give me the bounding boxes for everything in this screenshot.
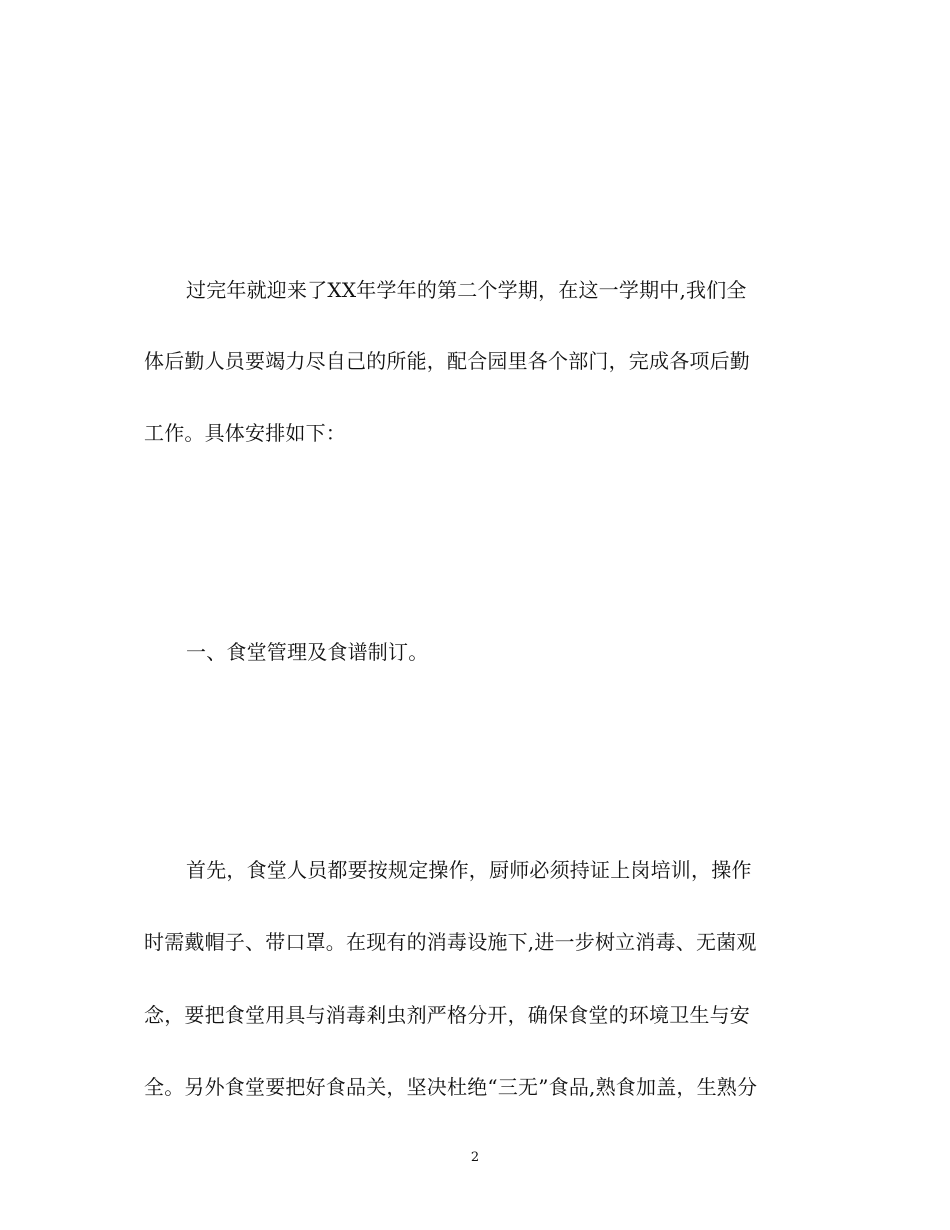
intro-line-1: 过完年就迎来了XX年学年的第二个学期，在这一学期中,我们全 [186, 278, 747, 302]
intro-line-3: 工作。具体安排如下： [144, 421, 346, 445]
page-number: 2 [470, 1150, 480, 1165]
body-line-1: 首先，食堂人员都要按规定操作，厨师必须持证上岗培训，操作 [186, 858, 752, 882]
body-line-3: 念，要把食堂用具与消毒剎虫剂严格分开，确保食堂的环境卫生与安 [144, 1003, 750, 1027]
body-line-4: 全。另外食堂要把好食品关，坚决杜绝“三无”食品,熟食加盖，生熟分 [144, 1075, 758, 1099]
section-heading: 一、食堂管理及食谱制订。 [186, 640, 429, 664]
intro-line-2: 体后勤人员要竭力尽自己的所能，配合园里各个部门，完成各项后勤 [144, 349, 750, 373]
body-line-2: 时需戴帽子、带口罩。在现有的消毒设施下,进一步树立消毒、无菌观 [144, 930, 757, 954]
